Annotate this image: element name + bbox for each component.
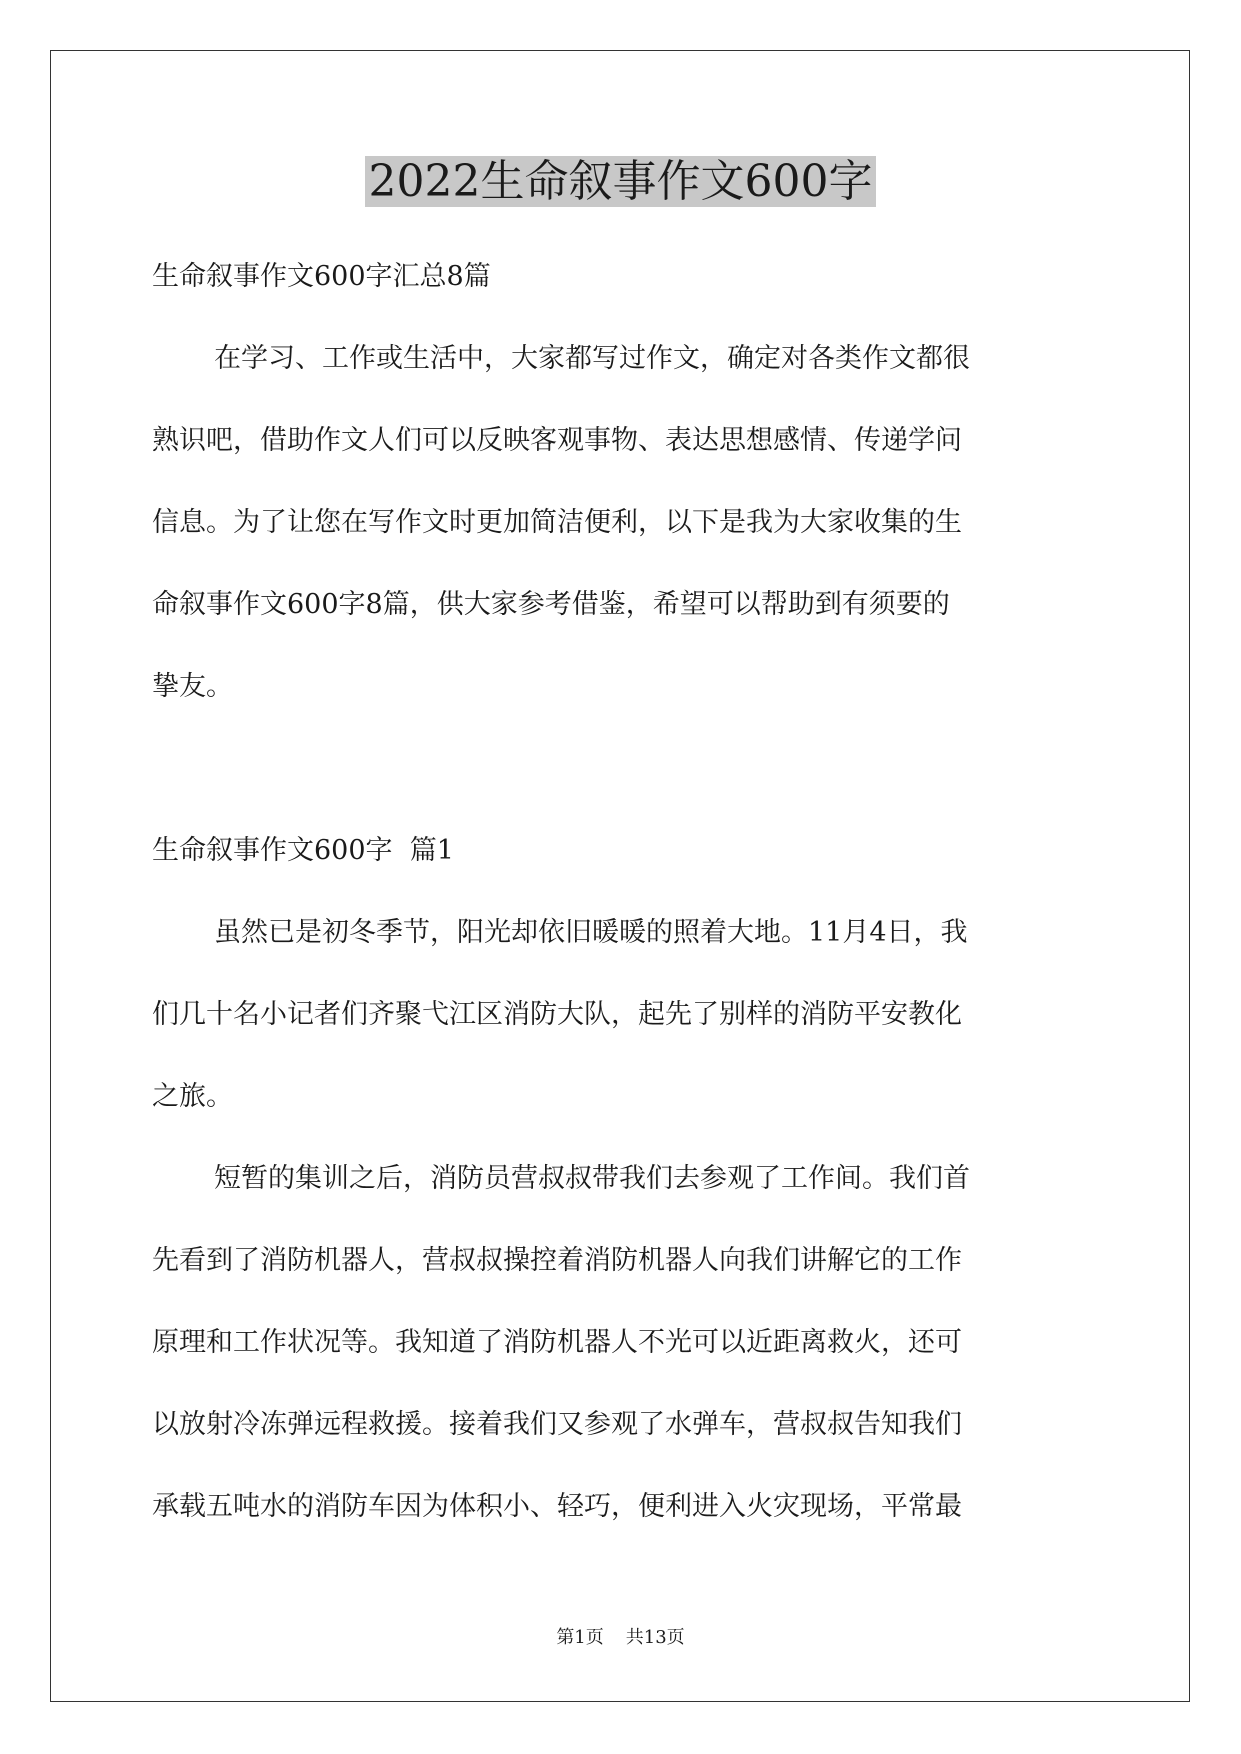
intro-line: 信息。为了让您在写作文时更加简洁便利，以下是我为大家收集的生 [152,507,962,538]
paragraph-line: 短暂的集训之后，消防员营叔叔带我们去参观了工作间。我们首 [214,1163,970,1194]
intro-line: 命叙事作文600字8篇，供大家参考借鉴，希望可以帮助到有须要的 [152,589,950,620]
paragraph-line: 之旅。 [152,1081,233,1112]
page-total: 共13页 [625,1627,685,1648]
paragraph-line: 承载五吨水的消防车因为体积小、轻巧，便利进入火灾现场，平常最 [152,1491,962,1522]
section-heading: 生命叙事作文600字 篇1 [152,835,454,866]
intro-line: 在学习、工作或生活中，大家都写过作文，确定对各类作文都很 [214,343,970,374]
page-number: 第1页 [556,1627,604,1648]
intro-line: 熟识吧，借助作文人们可以反映客观事物、表达思想感情、传递学问 [152,425,962,456]
document-body [152,236,1092,1548]
intro-line: 挚友。 [152,671,233,702]
paragraph-line: 以放射冷冻弹远程救援。接着我们又参观了水弹车，营叔叔告知我们 [152,1409,962,1440]
section-spacer [152,728,1092,810]
document-title-text: 2022生命叙事作文600字 [365,156,877,207]
document-title [0,152,1241,212]
paragraph-line: 们几十名小记者们齐聚弋江区消防大队，起先了别样的消防平安教化 [152,999,962,1030]
paragraph-line: 先看到了消防机器人，营叔叔操控着消防机器人向我们讲解它的工作 [152,1245,962,1276]
paragraph-line: 原理和工作状况等。我知道了消防机器人不光可以近距离救火，还可 [152,1327,962,1358]
document-subtitle: 生命叙事作文600字汇总8篇 [152,261,491,292]
page-footer [0,1626,1241,1650]
paragraph-line: 虽然已是初冬季节，阳光却依旧暖暖的照着大地。11月4日，我 [214,917,968,948]
